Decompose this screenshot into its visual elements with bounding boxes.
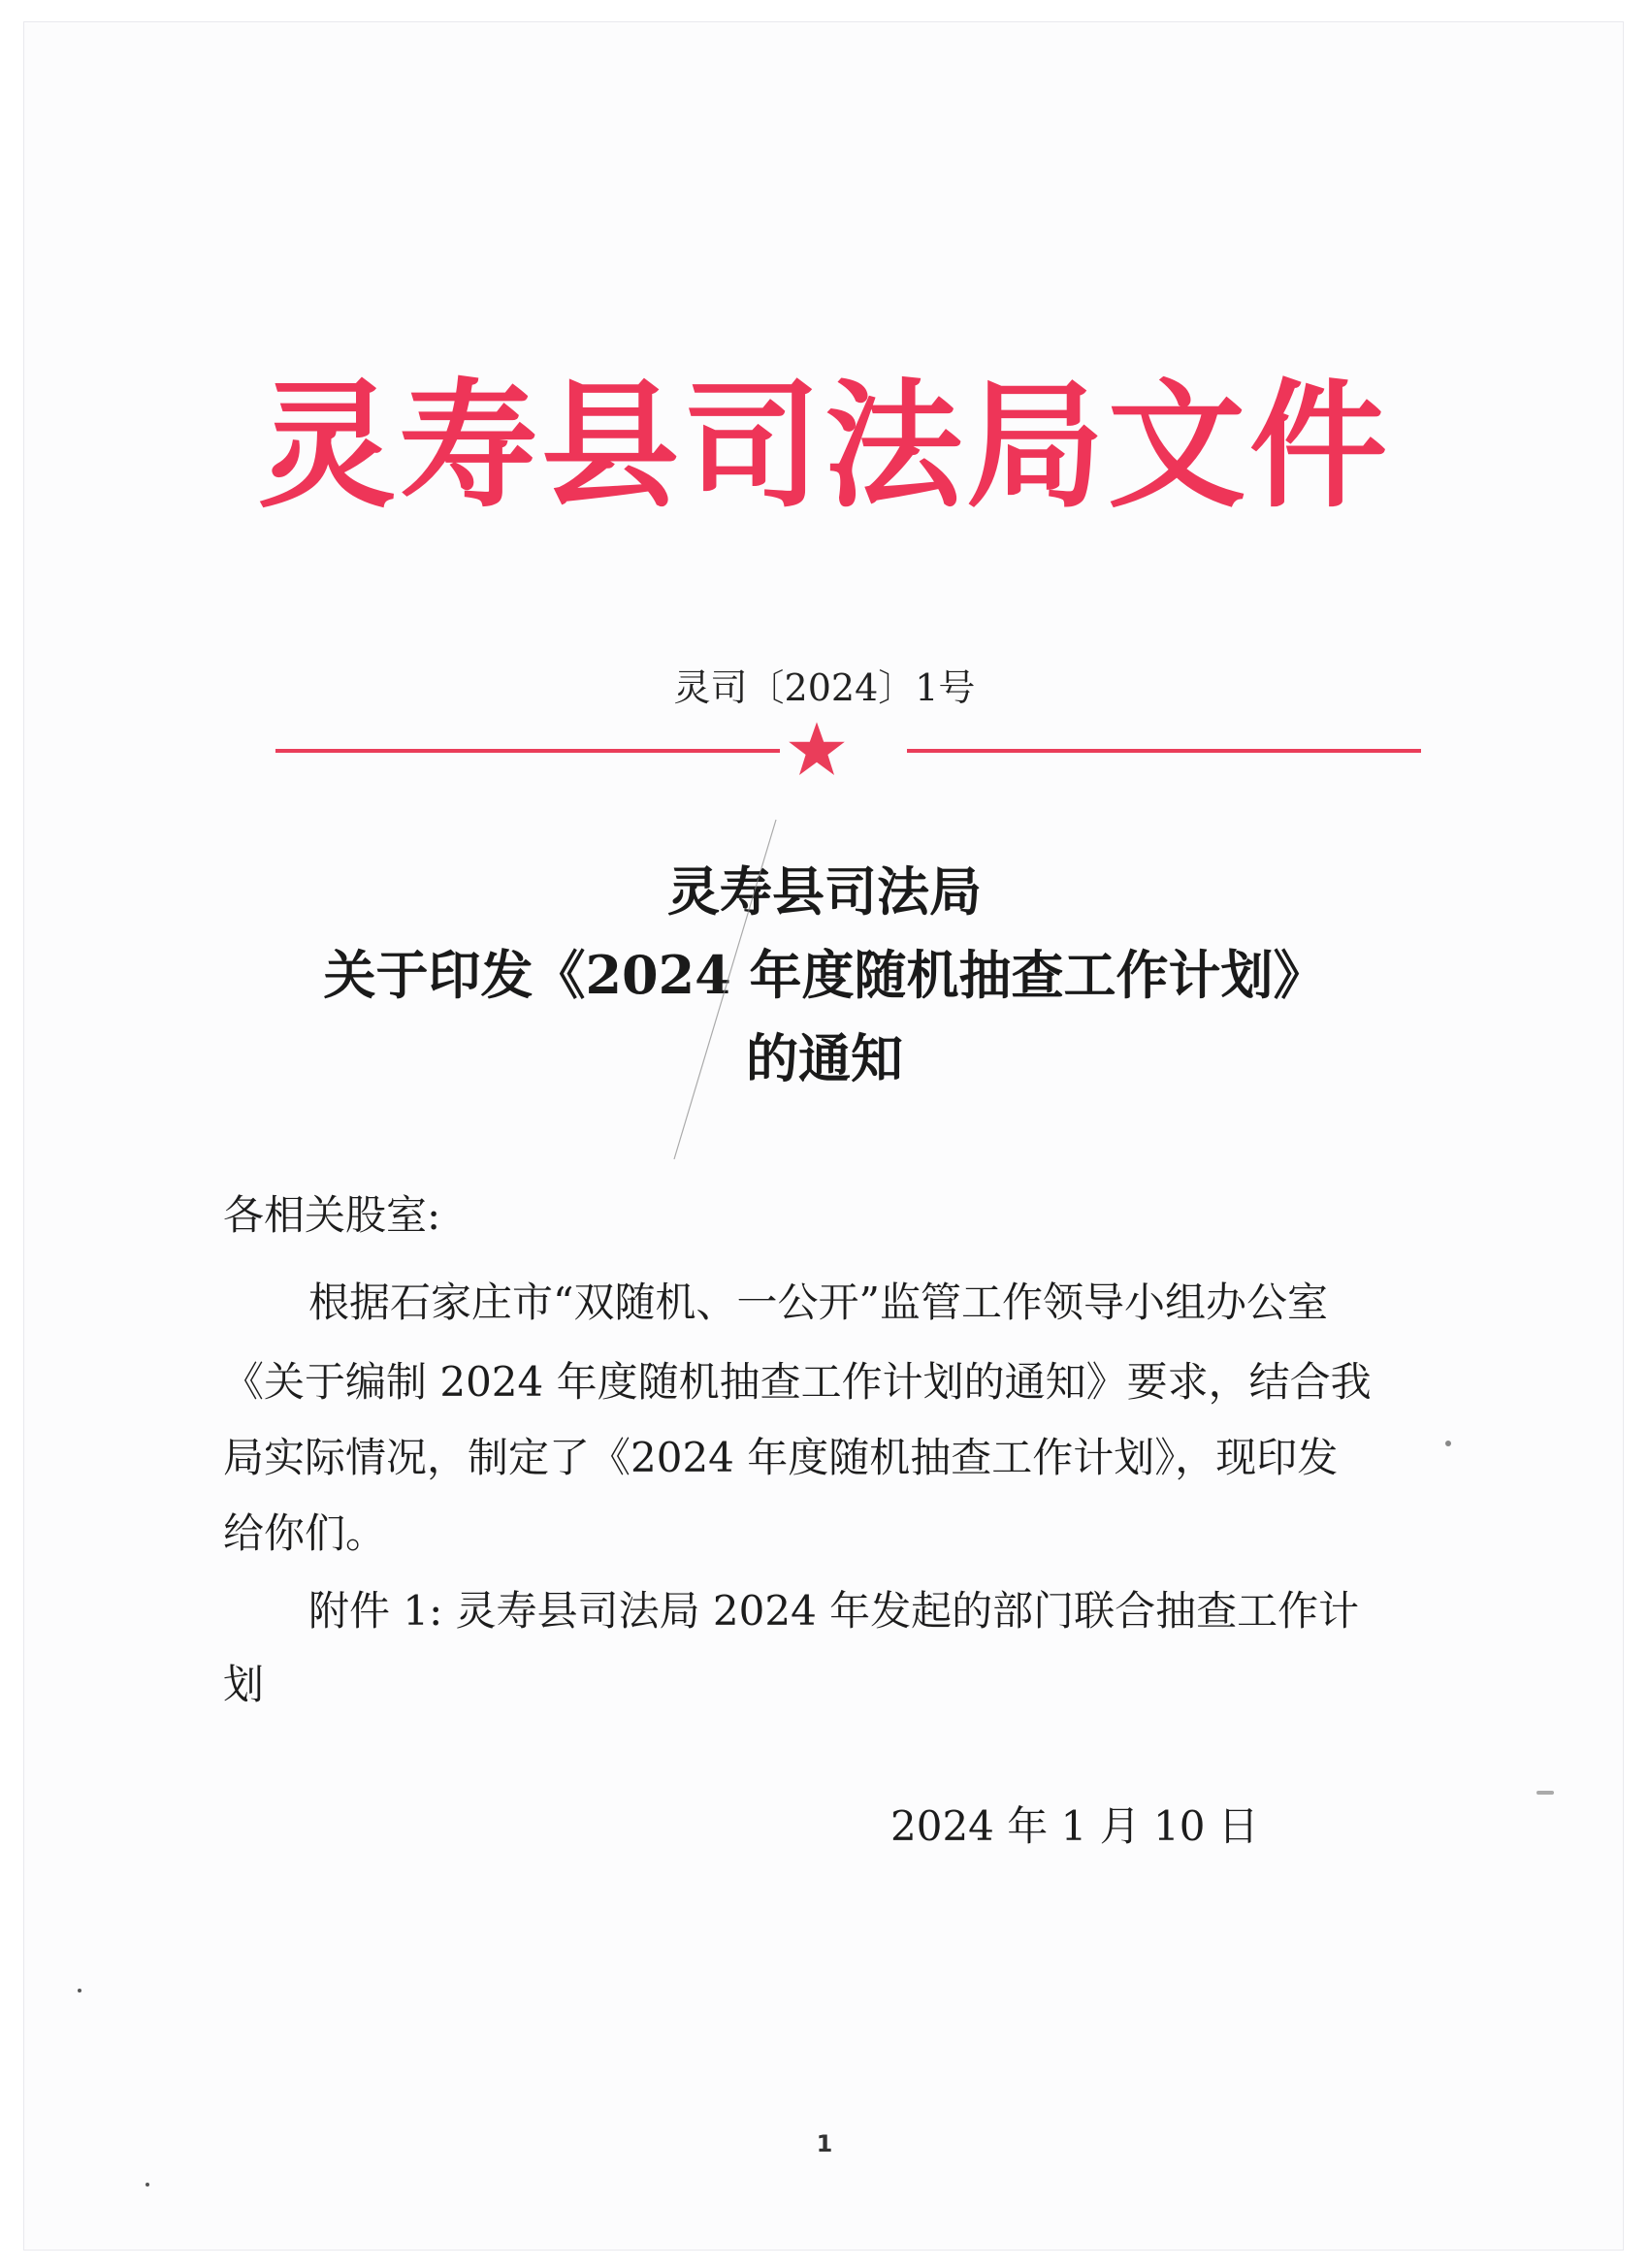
salutation: 各相关股室: [223,1191,441,1239]
red-rule-right [907,749,1421,753]
scan-speck [1445,1441,1451,1446]
scan-scratch-line [669,815,786,1164]
scan-speck [78,1989,81,1993]
red-star-icon [788,720,846,778]
masthead-title: 灵寿县司法局文件 [258,367,1391,527]
scanned-paper [23,21,1624,2251]
notice-title-line-2: 关于印发《2024 年度随机抽查工作计划》 [323,944,1326,1006]
document-number: 灵司〔2024〕1号 [673,666,976,709]
scan-speck [146,2183,149,2187]
notice-title-line-3: 的通知 [746,1027,903,1089]
body-line: 给你们。 [223,1509,387,1557]
scan-speck [1536,1791,1554,1795]
notice-title-line-1: 灵寿县司法局 [667,860,982,923]
attachment-line: 划 [223,1661,265,1708]
body-line: 根据石家庄市“双随机、一公开”监管工作领导小组办公室 [308,1279,1328,1326]
red-rule-left [275,749,780,753]
attachment-line: 附件 1: 灵寿县司法局 2024 年发起的部门联合抽查工作计 [308,1587,1360,1635]
issue-date: 2024 年 1 月 10 日 [890,1802,1259,1850]
body-line: 局实际情况，制定了《2024 年度随机抽查工作计划》，现印发 [223,1434,1339,1481]
body-line: 《关于编制 2024 年度随机抽查工作计划的通知》要求，结合我 [223,1358,1372,1406]
page-number: 1 [816,2130,833,2157]
